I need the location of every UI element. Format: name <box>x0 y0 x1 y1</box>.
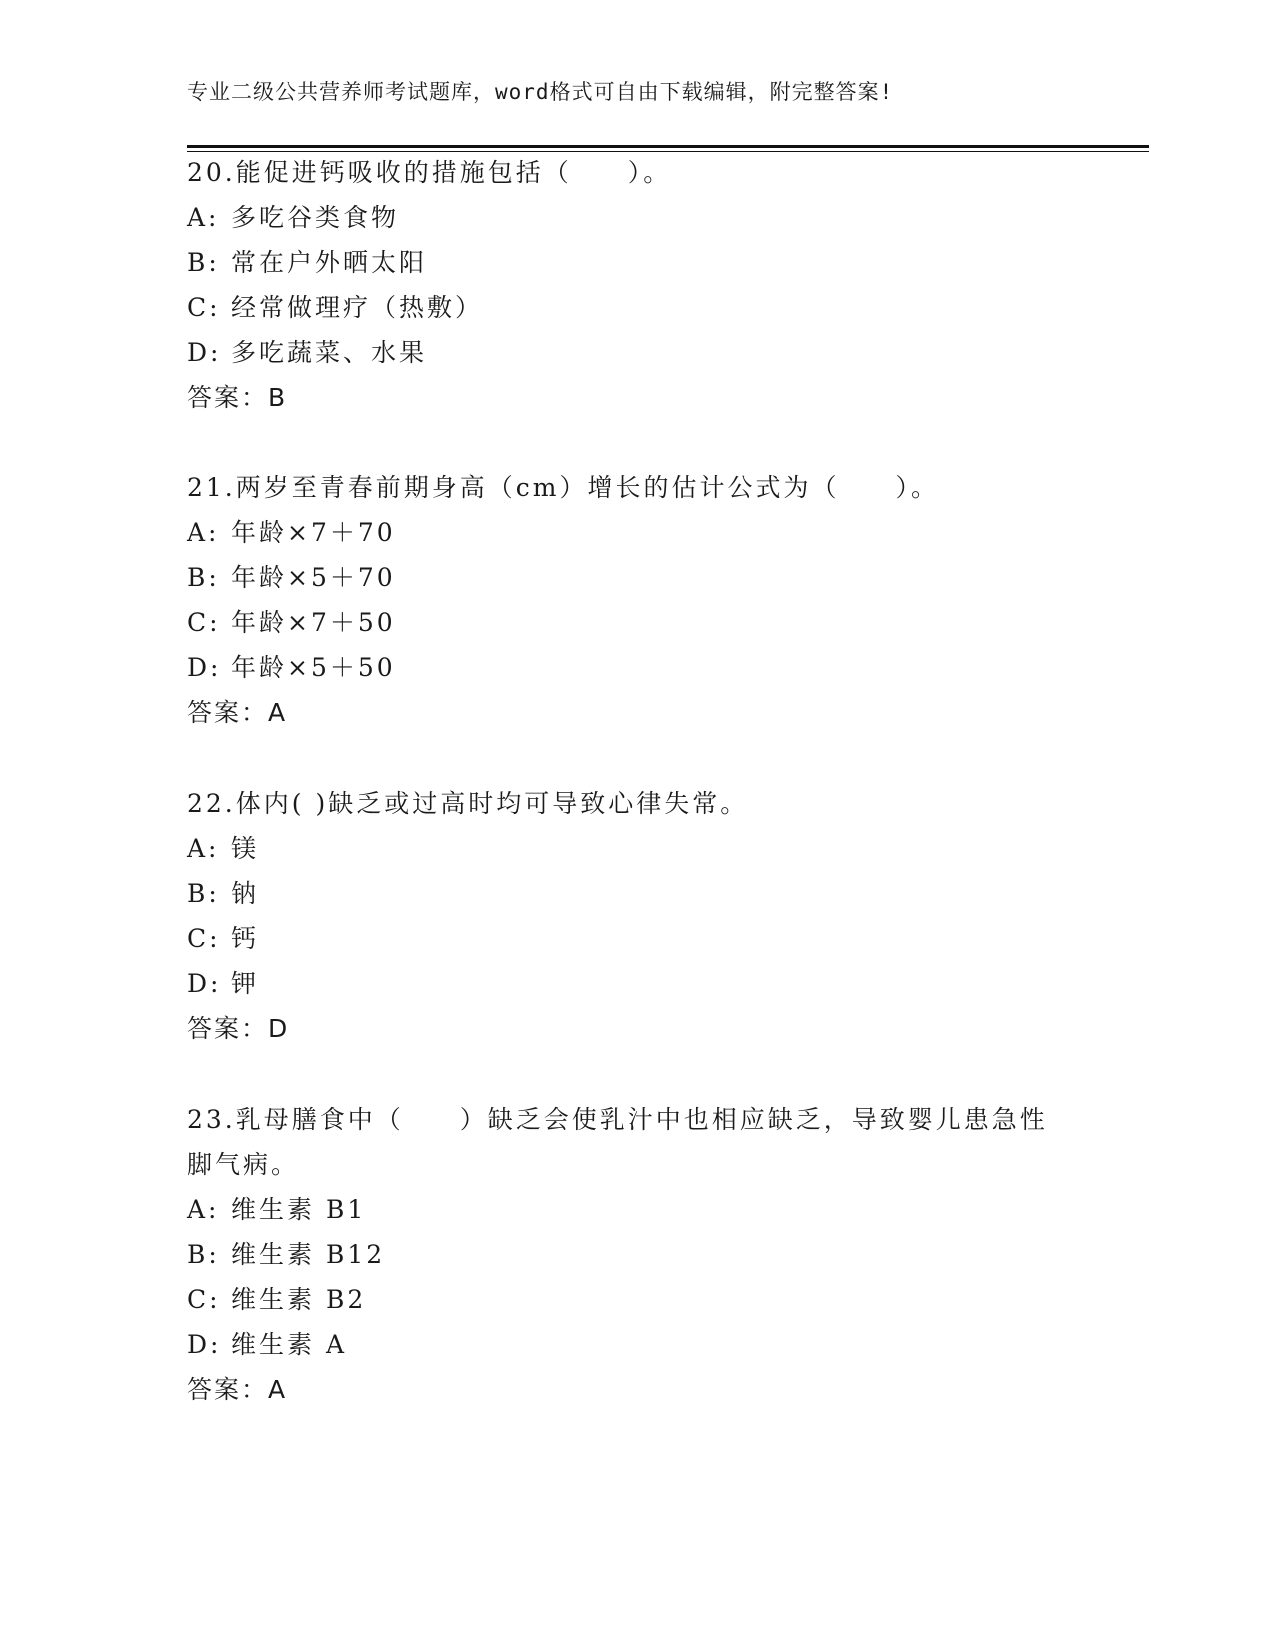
option-key: C: <box>187 1285 221 1314</box>
option-text: 多吃蔬菜、水果 <box>231 338 428 367</box>
option-d <box>187 330 1087 375</box>
option-key: B: <box>187 248 220 277</box>
option-key: A: <box>187 518 220 547</box>
option-key: A: <box>187 1195 220 1224</box>
option-text: 多吃谷类食物 <box>231 203 400 232</box>
option-c <box>187 285 1087 330</box>
option-d <box>187 961 1087 1006</box>
option-text: 维生素 B12 <box>231 1240 386 1269</box>
option-text: 常在户外晒太阳 <box>231 248 428 277</box>
option-text: 年龄×5＋70 <box>231 563 396 592</box>
option-d <box>187 645 1087 690</box>
option-c <box>187 916 1087 961</box>
option-c <box>187 600 1087 645</box>
option-d <box>187 1322 1087 1367</box>
question-stem-line-1: 23.乳母膳食中（ ）缺乏会使乳汁中也相应缺乏，导致婴儿患急性 <box>187 1105 1048 1134</box>
option-text: 年龄×7＋70 <box>231 518 396 547</box>
question-stem: 22.体内( )缺乏或过高时均可导致心律失常。 <box>187 789 749 818</box>
answer: 答案：B <box>187 383 288 412</box>
option-text: 钾 <box>231 969 260 998</box>
option-key: D: <box>187 1330 222 1359</box>
option-b <box>187 555 1087 600</box>
option-a <box>187 195 1087 240</box>
option-key: C: <box>187 293 221 322</box>
option-key: D: <box>187 969 222 998</box>
option-key: A: <box>187 834 220 863</box>
option-key: B: <box>187 879 220 908</box>
option-key: B: <box>187 1240 220 1269</box>
option-text: 维生素 B1 <box>231 1195 367 1224</box>
question-20 <box>187 150 1087 420</box>
option-b <box>187 240 1087 285</box>
question-23 <box>187 1097 1087 1412</box>
option-a <box>187 826 1087 871</box>
answer: 答案：A <box>187 1375 288 1404</box>
option-text: 年龄×5＋50 <box>231 653 396 682</box>
option-key: C: <box>187 924 221 953</box>
question-22 <box>187 781 1087 1051</box>
option-key: D: <box>187 338 222 367</box>
option-text: 维生素 B2 <box>231 1285 367 1314</box>
option-b <box>187 871 1087 916</box>
option-text: 经常做理疗（热敷） <box>231 293 484 322</box>
question-21 <box>187 465 1087 735</box>
page-header: 专业二级公共营养师考试题库，word格式可自由下载编辑，附完整答案! <box>187 80 894 104</box>
option-key: B: <box>187 563 220 592</box>
answer: 答案：D <box>187 1014 290 1043</box>
option-key: A: <box>187 203 220 232</box>
option-a <box>187 510 1087 555</box>
option-text: 维生素 A <box>231 1330 348 1359</box>
option-text: 镁 <box>231 834 260 863</box>
option-text: 钠 <box>231 879 260 908</box>
question-stem: 20.能促进钙吸收的措施包括（ ）。 <box>187 158 672 187</box>
question-stem: 21.两岁至青春前期身高（cm）增长的估计公式为（ ）。 <box>187 473 939 502</box>
option-text: 年龄×7＋50 <box>231 608 396 637</box>
option-key: C: <box>187 608 221 637</box>
option-text: 钙 <box>231 924 260 953</box>
answer: 答案：A <box>187 698 288 727</box>
option-a <box>187 1187 1087 1232</box>
header-rule-thick <box>187 145 1149 148</box>
option-key: D: <box>187 653 222 682</box>
question-stem-line-2: 脚气病。 <box>187 1150 300 1179</box>
option-b <box>187 1232 1087 1277</box>
option-c <box>187 1277 1087 1322</box>
